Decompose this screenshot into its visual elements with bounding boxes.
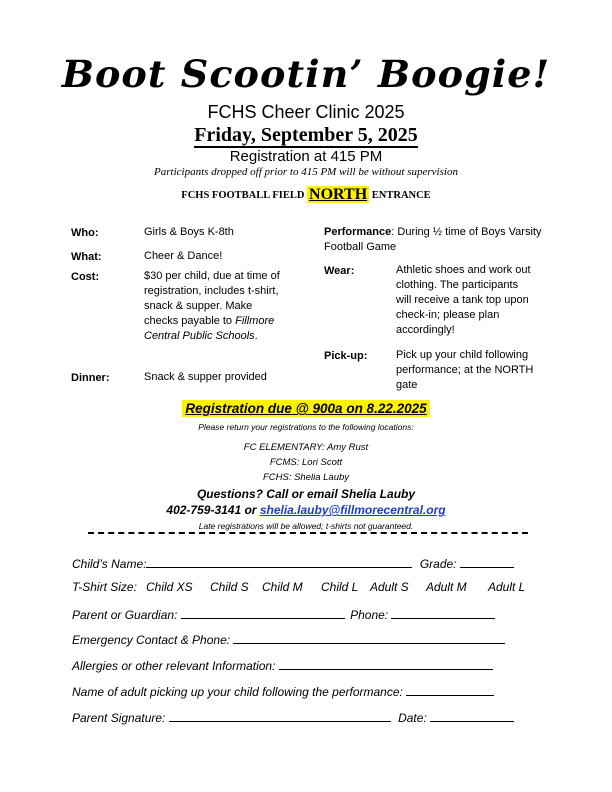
location-elementary: FC ELEMENTARY: Amy Rust bbox=[243, 442, 369, 453]
performance-value: : During ½ time of Boys Varsity Football Game bbox=[324, 226, 542, 253]
pickup-value: Pick up your child following performance; at the NORTH gate bbox=[396, 349, 534, 391]
tshirt-option-adult-l[interactable]: Adult L bbox=[488, 580, 526, 594]
signature-field[interactable] bbox=[169, 709, 391, 722]
cost-text: $30 per child, due at time of registration, includes t-shirt, snack & supper. Make checks payable to bbox=[144, 270, 280, 327]
who-value: Girls & Boys K-8th bbox=[144, 226, 234, 238]
flyer-title: Boot Scootin’ Boogie! bbox=[61, 52, 551, 96]
child-name-label: Child’s Name: bbox=[72, 557, 147, 571]
registration-due: Registration due @ 900a on 8.22.2025 bbox=[182, 400, 429, 417]
tshirt-option-child-s[interactable]: Child S bbox=[210, 580, 249, 594]
pickup-adult-label: Name of adult picking up your child following the performance: bbox=[72, 685, 403, 699]
pickup-adult-row bbox=[72, 683, 542, 699]
grade-field[interactable] bbox=[460, 555, 514, 568]
emergency-label: Emergency Contact & Phone: bbox=[72, 633, 231, 647]
event-date bbox=[0, 124, 612, 147]
contact-phone: 402-759-3141 or bbox=[166, 503, 260, 517]
performance-row bbox=[324, 225, 554, 255]
phone-field[interactable] bbox=[391, 606, 495, 619]
allergies-label: Allergies or other relevant Information: bbox=[72, 659, 276, 673]
signature-label: Parent Signature: bbox=[72, 711, 166, 725]
questions-line: Questions? Call or email Shelia Lauby bbox=[196, 487, 416, 501]
cost-end: . bbox=[254, 330, 258, 342]
contact-line bbox=[0, 503, 612, 517]
tshirt-row bbox=[72, 580, 542, 596]
entrance-suffix: ENTRANCE bbox=[371, 190, 431, 201]
entrance-line bbox=[0, 186, 612, 204]
wear-label: Wear: bbox=[324, 265, 355, 277]
return-note: Please return your registrations to the following locations: bbox=[198, 422, 414, 432]
pickup-label bbox=[324, 350, 367, 362]
grade-label: Grade: bbox=[419, 557, 457, 571]
event-subtitle: FCHS Cheer Clinic 2025 bbox=[207, 102, 405, 122]
event-date-text: Friday, September 5, 2025 bbox=[194, 124, 418, 146]
late-note: Late registrations will be allowed; t-shirts not guaranteed. bbox=[198, 521, 414, 531]
date-label: Date: bbox=[398, 711, 427, 725]
phone-label: Phone: bbox=[350, 608, 389, 622]
wear-value: Athletic shoes and work out clothing. The participants will receive a tank top upon check-in; please plan accordingly! bbox=[396, 264, 531, 336]
child-name-row bbox=[72, 555, 542, 571]
registration-time: Registration at 415 PM bbox=[229, 148, 383, 165]
child-name-field[interactable] bbox=[146, 555, 412, 568]
emergency-row bbox=[72, 631, 542, 647]
pickup-label-suffix: : bbox=[363, 350, 368, 362]
entrance-prefix: FCHS FOOTBALL FIELD bbox=[181, 190, 305, 201]
parent-field[interactable] bbox=[181, 606, 345, 619]
allergies-row bbox=[72, 657, 542, 673]
dinner-value: Snack & supper provided bbox=[144, 371, 267, 383]
tshirt-option-adult-m[interactable]: Adult M bbox=[426, 580, 467, 594]
what-label: What: bbox=[71, 251, 102, 263]
date-field[interactable] bbox=[430, 709, 514, 722]
pickup-adult-field[interactable] bbox=[406, 683, 494, 696]
who-label: Who: bbox=[71, 227, 99, 239]
parent-label: Parent or Guardian: bbox=[72, 608, 178, 622]
registration-due-line bbox=[0, 400, 612, 418]
emergency-field[interactable] bbox=[233, 631, 505, 644]
entrance-highlight: NORTH bbox=[309, 186, 368, 203]
pickup-label-text: Pick-up bbox=[324, 350, 364, 362]
tshirt-option-child-xs[interactable]: Child XS bbox=[146, 580, 193, 594]
allergies-field[interactable] bbox=[279, 657, 493, 670]
performance-label: Performance bbox=[324, 226, 392, 238]
dinner-label: Dinner: bbox=[71, 372, 110, 384]
signature-row bbox=[72, 709, 542, 725]
cost-value bbox=[144, 269, 289, 344]
tshirt-option-adult-s[interactable]: Adult S bbox=[370, 580, 409, 594]
supervision-warning: Participants dropped off prior to 415 PM will be without supervision bbox=[154, 166, 458, 178]
what-value: Cheer & Dance! bbox=[144, 250, 223, 262]
location-middle-school: FCMS: Lori Scott bbox=[269, 457, 343, 468]
tear-off-divider bbox=[88, 532, 528, 534]
parent-row bbox=[72, 606, 542, 622]
cost-payee: Fillmore Central Public Schools bbox=[144, 315, 275, 342]
tshirt-option-child-m[interactable]: Child M bbox=[262, 580, 303, 594]
tshirt-size-label: T-Shirt Size: bbox=[72, 580, 137, 594]
cost-label: Cost: bbox=[71, 271, 100, 283]
tshirt-option-child-l[interactable]: Child L bbox=[321, 580, 359, 594]
contact-email-link[interactable]: shelia.lauby@fillmorecentral.org bbox=[259, 503, 446, 517]
location-high-school: FCHS: Shelia Lauby bbox=[262, 472, 350, 483]
